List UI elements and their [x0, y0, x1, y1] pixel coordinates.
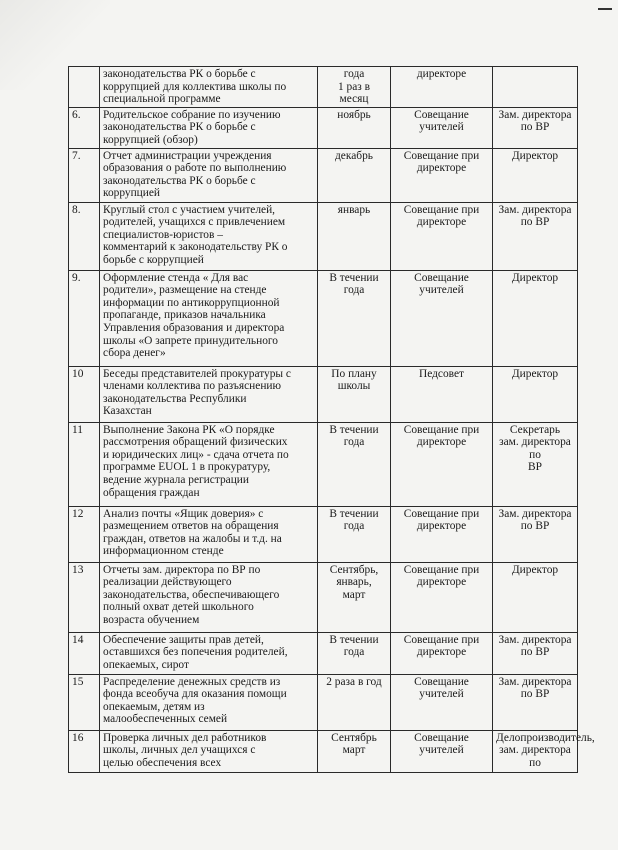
- event-description: Круглый стол с участием учителей, родителей, учащихся с привлечением специалистов-юристов – комментарий к законодательству РК о борьбе с коррупцией: [103, 203, 288, 266]
- event-description: Родительское собрание по изучению законодательства РК о борьбе с коррупцией (обзор): [103, 108, 281, 146]
- event-description-cell: [100, 107, 318, 148]
- row-number-cell: [69, 202, 100, 270]
- event-description-cell: [100, 674, 318, 730]
- row-number: 9.: [72, 271, 81, 284]
- table-row: [69, 67, 578, 108]
- plan-table-body: [69, 67, 595, 773]
- event-description-cell: [100, 422, 318, 506]
- table-row: [69, 632, 578, 674]
- event-term-cell: [318, 506, 391, 562]
- event-responsible-cell: [493, 366, 578, 422]
- event-description-cell: [100, 270, 318, 366]
- event-responsible-cell: [493, 107, 578, 148]
- event-term-cell: [318, 422, 391, 506]
- event-term-cell: [318, 562, 391, 632]
- event-description-cell: [100, 67, 318, 108]
- event-term-cell: [318, 270, 391, 366]
- row-number-cell: [69, 270, 100, 366]
- row-number-cell: [69, 506, 100, 562]
- plan-table: [68, 66, 595, 773]
- event-place-cell: [391, 632, 493, 674]
- row-number: 12: [72, 507, 84, 520]
- event-responsible: Директор: [511, 271, 559, 284]
- table-row: [69, 506, 578, 562]
- event-place-cell: [391, 202, 493, 270]
- event-place: Совещание учителей: [414, 108, 469, 134]
- event-place: Совещание учителей: [414, 675, 469, 701]
- row-number-cell: [69, 67, 100, 108]
- event-term: Сентябрь март: [331, 731, 377, 757]
- event-description: Обеспечение защиты прав детей, оставшихся без попечения родителей, опекаемых, сирот: [103, 633, 288, 671]
- event-place-cell: [391, 562, 493, 632]
- row-number-cell: [69, 148, 100, 202]
- event-responsible: Директор: [511, 367, 559, 380]
- event-term: В течении года: [329, 507, 379, 533]
- event-description: Распределение денежных средств из фонда всеобуча для оказания помощи опекаемым, детям из малообеспеченных семей: [103, 675, 287, 726]
- event-responsible: Зам. директора по ВР: [498, 203, 572, 229]
- event-description: Отчет администрации учреждения образования о работе по выполнению законодательства РК о борьбе с коррупцией: [103, 149, 287, 200]
- row-number: 8.: [72, 203, 81, 216]
- row-number-cell: [69, 107, 100, 148]
- event-responsible-cell: [493, 270, 578, 366]
- event-description-cell: [100, 202, 318, 270]
- event-responsible-cell: [493, 730, 595, 772]
- row-number: 7.: [72, 149, 81, 162]
- event-place: Совещание при директоре: [403, 203, 480, 229]
- event-place: Педсовет: [418, 367, 465, 380]
- event-responsible: Директор: [511, 149, 559, 162]
- event-responsible-cell: [493, 202, 578, 270]
- event-responsible: Секретарь зам. директора по ВР: [499, 423, 571, 474]
- event-place: Совещание учителей: [414, 271, 469, 297]
- event-place: Совещание при директоре: [403, 563, 480, 589]
- row-number: 11: [72, 423, 83, 436]
- event-responsible: Зам. директора по ВР: [498, 108, 572, 134]
- event-term-cell: [318, 202, 391, 270]
- event-responsible-cell: [493, 674, 578, 730]
- event-term: декабрь: [335, 149, 373, 162]
- row-number: 6.: [72, 108, 81, 121]
- event-place: Совещание при директоре: [403, 507, 480, 533]
- event-place: Совещание при директоре: [403, 149, 480, 175]
- event-place-cell: [391, 674, 493, 730]
- row-number-cell: [69, 730, 100, 772]
- table-row: [69, 270, 578, 366]
- row-number: 13: [72, 563, 84, 576]
- table-row: [69, 148, 578, 202]
- event-responsible-cell: [493, 632, 578, 674]
- event-term: январь: [337, 203, 371, 216]
- event-responsible: Зам. директора по ВР: [498, 507, 572, 533]
- table-row: [69, 674, 578, 730]
- event-place: Совещание при директоре: [403, 633, 480, 659]
- event-term: В течении года: [329, 271, 379, 297]
- row-number: 16: [72, 731, 84, 744]
- event-description-cell: [100, 632, 318, 674]
- event-term: Сентябрь, январь, март: [329, 563, 379, 601]
- event-place-cell: [391, 270, 493, 366]
- event-description-cell: [100, 562, 318, 632]
- event-description-cell: [100, 730, 318, 772]
- event-description: Оформление стенда « Для вас родители», размещение на стенде информации по антикоррупционной пропаганде, приказов начальника Управления образования и директора школы «О запрете принудительного сбора денег»: [103, 271, 285, 360]
- event-term: В течении года: [329, 633, 379, 659]
- row-number: 15: [72, 675, 84, 688]
- event-term-cell: [318, 148, 391, 202]
- event-term: года 1 раз в месяц: [337, 68, 371, 106]
- event-term: ноябрь: [337, 108, 371, 121]
- event-description: Выполнение Закона РК «О порядке рассмотрения обращений физических и юридических лиц» - сдача отчета по программе EUOL 1 в прокуратуру, ведение журнала регистрации обращения граждан: [103, 423, 289, 499]
- event-place-cell: [391, 506, 493, 562]
- event-responsible: Зам. директора по ВР: [498, 675, 572, 701]
- table-row: [69, 107, 578, 148]
- event-term: По плану школы: [331, 367, 377, 393]
- row-number-cell: [69, 366, 100, 422]
- event-place-cell: [391, 148, 493, 202]
- event-place-cell: [391, 730, 493, 772]
- row-number-cell: [69, 632, 100, 674]
- row-number-cell: [69, 562, 100, 632]
- event-place-cell: [391, 67, 493, 108]
- event-place-cell: [391, 366, 493, 422]
- row-number-cell: [69, 422, 100, 506]
- event-responsible-cell: [493, 562, 578, 632]
- event-place-cell: [391, 107, 493, 148]
- event-description: Отчеты зам. директора по ВР по реализации действующего законодательства, обеспечивающего полный охват детей школьного возраста обучением: [103, 563, 280, 626]
- event-responsible-cell: [493, 506, 578, 562]
- row-number-cell: [69, 674, 100, 730]
- event-description-cell: [100, 366, 318, 422]
- event-term: 2 раза в год: [326, 675, 382, 688]
- event-place-cell: [391, 422, 493, 506]
- event-responsible: Зам. директора по ВР: [498, 633, 572, 659]
- table-row: [69, 202, 578, 270]
- row-number: 10: [72, 367, 84, 380]
- event-description: Беседы представителей прокуратуры с членами коллектива по разъяснению законодательства Республики Казахстан: [103, 367, 291, 418]
- event-responsible: Директор: [511, 563, 559, 576]
- event-term: В течении года: [329, 423, 379, 449]
- event-responsible: Делопроизводитель, зам. директора по: [496, 731, 595, 769]
- table-row: [69, 422, 578, 506]
- event-description: законодательства РК о борьбе с коррупцией для коллектива школы по специальной программе: [103, 68, 287, 106]
- row-number: 14: [72, 633, 84, 646]
- event-description-cell: [100, 148, 318, 202]
- event-term-cell: [318, 632, 391, 674]
- event-term-cell: [318, 107, 391, 148]
- event-term-cell: [318, 674, 391, 730]
- table-row: [69, 730, 578, 772]
- event-term-cell: [318, 366, 391, 422]
- event-responsible-cell: [493, 148, 578, 202]
- event-description: Анализ почты «Ящик доверия» с размещением ответов на обращения граждан, ответов на жалобы и т.д. на информационном стенде: [103, 507, 282, 558]
- event-place: директоре: [416, 68, 467, 80]
- event-term-cell: [318, 67, 391, 108]
- table-row: [69, 366, 578, 422]
- event-description-cell: [100, 506, 318, 562]
- event-responsible-cell: [493, 422, 578, 506]
- event-responsible-cell: [493, 67, 578, 108]
- event-description: Проверка личных дел работников школы, личных дел учащихся с целью обеспечения всех: [103, 731, 267, 769]
- event-term-cell: [318, 730, 391, 772]
- scan-mark: [598, 8, 612, 10]
- event-place: Совещание учителей: [414, 731, 469, 757]
- event-place: Совещание при директоре: [403, 423, 480, 449]
- table-row: [69, 562, 578, 632]
